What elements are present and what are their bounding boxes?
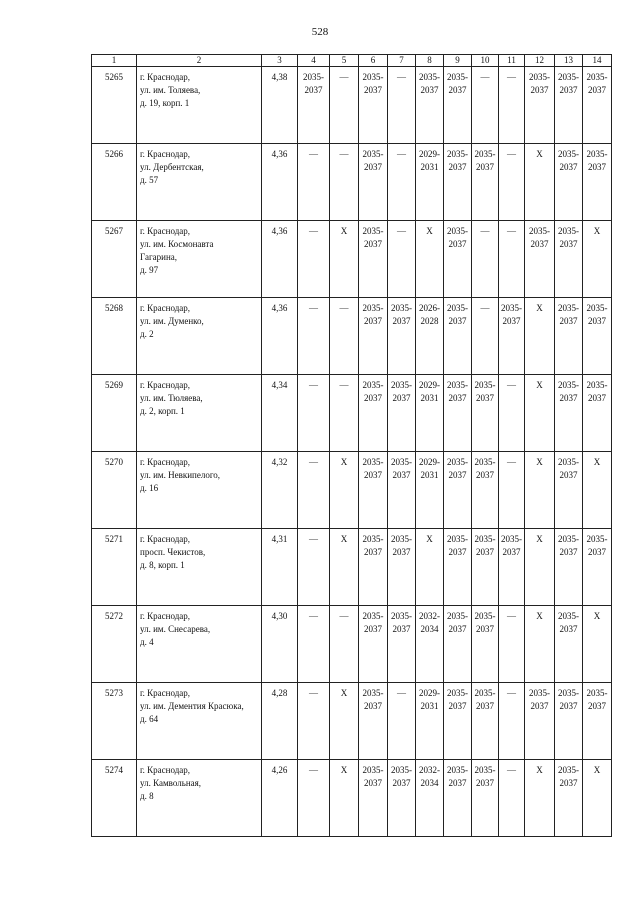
term-cell-col10: 2035- 2037	[472, 375, 499, 452]
address-line: ул. им. Невкипелого,	[140, 470, 221, 481]
row-number: 5273	[92, 683, 137, 760]
register-table	[91, 54, 612, 837]
table-row	[92, 67, 612, 144]
term-cell-col11: —	[499, 221, 525, 298]
term-cell-col13: 2035- 2037	[555, 298, 583, 375]
term-cell-col8: 2029- 2031	[416, 683, 444, 760]
term-cell-col8: 2029- 2031	[416, 375, 444, 452]
column-header-5: 5	[330, 55, 359, 67]
term-cell-col7: 2035- 2037	[388, 529, 416, 606]
term-cell-col11: —	[499, 760, 525, 837]
address-line: ул. Дербентская,	[140, 162, 204, 173]
row-number: 5267	[92, 221, 137, 298]
term-cell-col10: 2035- 2037	[472, 606, 499, 683]
area-value: 4,32	[262, 452, 298, 529]
address-cell	[137, 298, 262, 375]
term-cell-col12: X	[525, 298, 555, 375]
address-line: д. 64	[140, 714, 159, 725]
term-cell-col7: —	[388, 683, 416, 760]
address-line: д. 8, корп. 1	[140, 560, 185, 571]
term-cell-col5: X	[330, 221, 359, 298]
area-value: 4,28	[262, 683, 298, 760]
term-cell-col5: X	[330, 529, 359, 606]
table-row	[92, 221, 612, 298]
term-cell-col14: X	[583, 452, 612, 529]
column-header-3: 3	[262, 55, 298, 67]
address-line: д. 19, корп. 1	[140, 98, 190, 109]
address-line: г. Краснодар,	[140, 226, 191, 236]
address-line: ул. им. Дементия Красюка,	[140, 701, 244, 712]
address-line: г. Краснодар,	[140, 611, 191, 621]
term-cell-col13: 2035- 2037	[555, 375, 583, 452]
term-cell-col8: 2029- 2031	[416, 144, 444, 221]
address-line: г. Краснодар,	[140, 457, 191, 467]
term-cell-col4: —	[298, 221, 330, 298]
term-cell-col9: 2035- 2037	[444, 683, 472, 760]
term-cell-col11: —	[499, 375, 525, 452]
row-number: 5270	[92, 452, 137, 529]
column-header-13: 13	[555, 55, 583, 67]
address-line: д. 16	[140, 483, 159, 494]
term-cell-col14: X	[583, 221, 612, 298]
area-value: 4,31	[262, 529, 298, 606]
column-header-6: 6	[359, 55, 388, 67]
term-cell-col10: 2035- 2037	[472, 529, 499, 606]
address-cell	[137, 221, 262, 298]
table-row	[92, 452, 612, 529]
term-cell-col4: —	[298, 452, 330, 529]
term-cell-col7: —	[388, 221, 416, 298]
term-cell-col5: —	[330, 144, 359, 221]
term-cell-col14: 2035- 2037	[583, 683, 612, 760]
term-cell-col11: 2035- 2037	[499, 529, 525, 606]
address-line: г. Краснодар,	[140, 72, 191, 82]
address-cell	[137, 67, 262, 144]
term-cell-col10: 2035- 2037	[472, 760, 499, 837]
address-line: Гагарина,	[140, 252, 178, 263]
address-line: ул. Камвольная,	[140, 778, 202, 789]
address-line: ул. им. Космонавта	[140, 239, 214, 250]
term-cell-col6: 2035- 2037	[359, 67, 388, 144]
term-cell-col9: 2035- 2037	[444, 452, 472, 529]
address-cell	[137, 760, 262, 837]
term-cell-col14: 2035- 2037	[583, 375, 612, 452]
term-cell-col8: 2029- 2031	[416, 452, 444, 529]
term-cell-col7: 2035- 2037	[388, 375, 416, 452]
term-cell-col4: —	[298, 760, 330, 837]
column-header-1: 1	[92, 55, 137, 67]
term-cell-col6: 2035- 2037	[359, 221, 388, 298]
term-cell-col8: 2032- 2034	[416, 606, 444, 683]
term-cell-col7: 2035- 2037	[388, 298, 416, 375]
term-cell-col11: —	[499, 606, 525, 683]
area-value: 4,36	[262, 298, 298, 375]
address-line: д. 2	[140, 329, 154, 340]
address-line: г. Краснодар,	[140, 380, 191, 390]
address-line: г. Краснодар,	[140, 149, 191, 159]
term-cell-col9: 2035- 2037	[444, 221, 472, 298]
term-cell-col4: 2035- 2037	[298, 67, 330, 144]
term-cell-col11: 2035- 2037	[499, 298, 525, 375]
term-cell-col14: X	[583, 760, 612, 837]
term-cell-col7: 2035- 2037	[388, 452, 416, 529]
term-cell-col12: X	[525, 529, 555, 606]
term-cell-col4: —	[298, 375, 330, 452]
address-line: г. Краснодар,	[140, 688, 191, 698]
area-value: 4,38	[262, 67, 298, 144]
term-cell-col9: 2035- 2037	[444, 606, 472, 683]
term-cell-col10: 2035- 2037	[472, 683, 499, 760]
term-cell-col11: —	[499, 67, 525, 144]
term-cell-col9: 2035- 2037	[444, 67, 472, 144]
term-cell-col5: —	[330, 67, 359, 144]
term-cell-col13: 2035- 2037	[555, 683, 583, 760]
table-row	[92, 760, 612, 837]
term-cell-col9: 2035- 2037	[444, 298, 472, 375]
area-value: 4,34	[262, 375, 298, 452]
address-line: ул. им. Снесарева,	[140, 624, 211, 635]
term-cell-col6: 2035- 2037	[359, 298, 388, 375]
area-value: 4,26	[262, 760, 298, 837]
area-value: 4,36	[262, 144, 298, 221]
term-cell-col11: —	[499, 144, 525, 221]
address-line: ул. им. Думенко,	[140, 316, 204, 327]
address-cell	[137, 375, 262, 452]
address-line: д. 97	[140, 265, 159, 276]
term-cell-col5: —	[330, 606, 359, 683]
term-cell-col8: 2032- 2034	[416, 760, 444, 837]
column-number-header	[92, 55, 612, 67]
term-cell-col7: —	[388, 67, 416, 144]
term-cell-col7: 2035- 2037	[388, 760, 416, 837]
term-cell-col10: —	[472, 298, 499, 375]
term-cell-col4: —	[298, 298, 330, 375]
term-cell-col12: X	[525, 452, 555, 529]
row-number: 5269	[92, 375, 137, 452]
address-line: г. Краснодар,	[140, 765, 191, 775]
term-cell-col9: 2035- 2037	[444, 760, 472, 837]
term-cell-col14: 2035- 2037	[583, 298, 612, 375]
term-cell-col13: 2035- 2037	[555, 760, 583, 837]
address-line: г. Краснодар,	[140, 303, 191, 313]
term-cell-col14: X	[583, 606, 612, 683]
term-cell-col14: 2035- 2037	[583, 144, 612, 221]
term-cell-col10: —	[472, 67, 499, 144]
term-cell-col5: X	[330, 452, 359, 529]
address-line: д. 2, корп. 1	[140, 406, 185, 417]
table-row	[92, 375, 612, 452]
table-row	[92, 144, 612, 221]
address-line: г. Краснодар,	[140, 534, 191, 544]
term-cell-col10: 2035- 2037	[472, 452, 499, 529]
term-cell-col11: —	[499, 452, 525, 529]
term-cell-col7: 2035- 2037	[388, 606, 416, 683]
term-cell-col5: X	[330, 683, 359, 760]
column-header-8: 8	[416, 55, 444, 67]
address-cell	[137, 529, 262, 606]
column-header-12: 12	[525, 55, 555, 67]
term-cell-col12: X	[525, 144, 555, 221]
term-cell-col5: X	[330, 760, 359, 837]
area-value: 4,36	[262, 221, 298, 298]
term-cell-col13: 2035- 2037	[555, 67, 583, 144]
row-number: 5271	[92, 529, 137, 606]
table-row	[92, 606, 612, 683]
row-number: 5265	[92, 67, 137, 144]
column-header-2: 2	[137, 55, 262, 67]
term-cell-col13: 2035- 2037	[555, 144, 583, 221]
table-row	[92, 529, 612, 606]
term-cell-col12: 2035- 2037	[525, 683, 555, 760]
term-cell-col6: 2035- 2037	[359, 760, 388, 837]
address-line: д. 57	[140, 175, 159, 186]
term-cell-col6: 2035- 2037	[359, 375, 388, 452]
term-cell-col4: —	[298, 606, 330, 683]
term-cell-col9: 2035- 2037	[444, 375, 472, 452]
term-cell-col6: 2035- 2037	[359, 529, 388, 606]
term-cell-col13: 2035- 2037	[555, 529, 583, 606]
address-line: д. 8	[140, 791, 154, 802]
term-cell-col4: —	[298, 683, 330, 760]
address-cell	[137, 452, 262, 529]
column-header-14: 14	[583, 55, 612, 67]
term-cell-col14: 2035- 2037	[583, 529, 612, 606]
term-cell-col8: X	[416, 529, 444, 606]
term-cell-col6: 2035- 2037	[359, 144, 388, 221]
address-line: просп. Чекистов,	[140, 547, 206, 558]
term-cell-col10: —	[472, 221, 499, 298]
term-cell-col5: —	[330, 375, 359, 452]
term-cell-col8: X	[416, 221, 444, 298]
term-cell-col13: 2035- 2037	[555, 221, 583, 298]
term-cell-col4: —	[298, 529, 330, 606]
column-header-11: 11	[499, 55, 525, 67]
address-cell	[137, 683, 262, 760]
term-cell-col11: —	[499, 683, 525, 760]
term-cell-col6: 2035- 2037	[359, 452, 388, 529]
row-number: 5272	[92, 606, 137, 683]
term-cell-col8: 2035- 2037	[416, 67, 444, 144]
area-value: 4,30	[262, 606, 298, 683]
term-cell-col9: 2035- 2037	[444, 529, 472, 606]
term-cell-col9: 2035- 2037	[444, 144, 472, 221]
address-line: ул. им. Толяева,	[140, 85, 201, 96]
term-cell-col12: 2035- 2037	[525, 221, 555, 298]
address-cell	[137, 606, 262, 683]
page-number: 528	[311, 26, 329, 38]
row-number: 5274	[92, 760, 137, 837]
address-line: ул. им. Тюляева,	[140, 393, 203, 404]
term-cell-col12: X	[525, 375, 555, 452]
term-cell-col10: 2035- 2037	[472, 144, 499, 221]
column-header-9: 9	[444, 55, 472, 67]
term-cell-col6: 2035- 2037	[359, 606, 388, 683]
table-row	[92, 298, 612, 375]
term-cell-col12: 2035- 2037	[525, 67, 555, 144]
column-header-7: 7	[388, 55, 416, 67]
term-cell-col13: 2035- 2037	[555, 452, 583, 529]
term-cell-col7: —	[388, 144, 416, 221]
term-cell-col13: 2035- 2037	[555, 606, 583, 683]
term-cell-col5: —	[330, 298, 359, 375]
column-header-4: 4	[298, 55, 330, 67]
row-number: 5266	[92, 144, 137, 221]
term-cell-col12: X	[525, 606, 555, 683]
term-cell-col4: —	[298, 144, 330, 221]
term-cell-col14: 2035- 2037	[583, 67, 612, 144]
term-cell-col6: 2035- 2037	[359, 683, 388, 760]
address-cell	[137, 144, 262, 221]
term-cell-col12: X	[525, 760, 555, 837]
term-cell-col8: 2026- 2028	[416, 298, 444, 375]
row-number: 5268	[92, 298, 137, 375]
column-header-10: 10	[472, 55, 499, 67]
address-line: д. 4	[140, 637, 154, 648]
table-row	[92, 683, 612, 760]
